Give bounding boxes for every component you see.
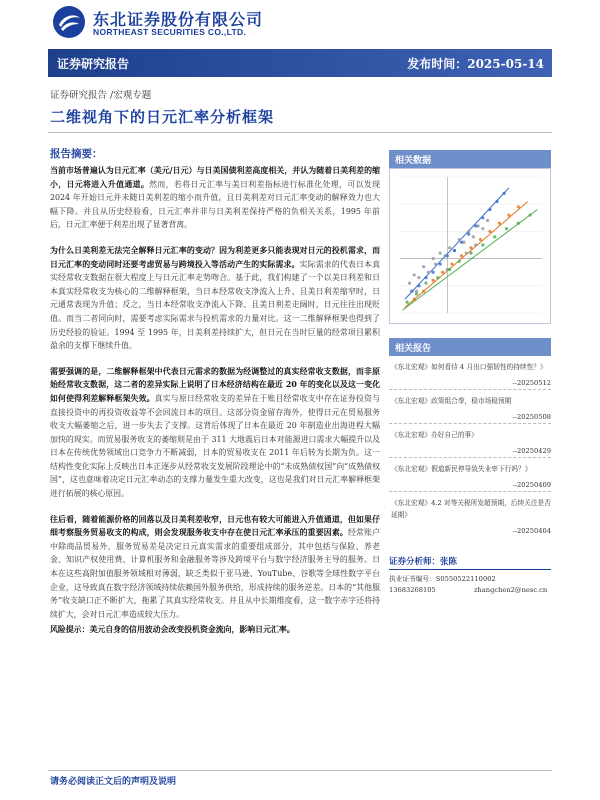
- chart-point-orange: [422, 290, 425, 293]
- chart-point-orange: [488, 230, 491, 233]
- list-item[interactable]: [389, 497, 551, 535]
- list-item[interactable]: [389, 429, 551, 458]
- chart-point-orange: [498, 222, 501, 225]
- report-title[interactable]: 《东北宏观》如何看待 4 月出口强韧性的持续性？》: [391, 363, 547, 371]
- chart-point-grey: [432, 257, 435, 260]
- paragraph-lead: 往后看，随着能源价格的回落以及日美利差收窄，日元也有较大可能进入升值通道，但如果仔细考察服务贸易收支的构成，则会发现服务收支中存在使日元汇率承压的重要因素。: [50, 514, 380, 538]
- summary-paragraph-2: [50, 244, 380, 353]
- chart-point-grey: [439, 252, 442, 255]
- chart-point-green: [517, 222, 520, 225]
- summary-paragraph-4: [50, 513, 380, 622]
- chart-point-grey: [434, 262, 437, 265]
- chart-point-grey: [417, 276, 420, 279]
- list-item[interactable]: [389, 463, 551, 492]
- analyst-contact: [389, 586, 551, 594]
- report-date: --20250404: [512, 527, 551, 535]
- footer-divider: [48, 770, 552, 771]
- chart-point-grey: [486, 219, 489, 222]
- chart-point-blue: [503, 192, 506, 195]
- chart-point-orange: [517, 205, 520, 208]
- chart-point-green: [458, 260, 461, 263]
- analyst-info: [389, 555, 551, 594]
- paragraph-body: 实际需求的代表日本真实经常收支数据在很大程度上与日元汇率走势吻合。基于此，我们构建了一个以美日利差和日本真实经常收支为核心的二维解释框架，当日本经常收支净流入上升、且美日利差缩窄时，日元通常表现为升值；反之，当日本经常收支净流入下降、且美日利差走阔时，日元往往出现贬值。而当二者同向时，需要考虑实际需求与投机需求的力量对比。这一二维解释框架也得到了历史经验的验证。1994 至 1995 年，日美利差持续扩大，但日元在当时巨量的经常项目累积盈余的支撑下继续升值。: [50, 259, 380, 351]
- chart-point-blue: [424, 276, 427, 279]
- report-date: --20250512: [512, 379, 551, 387]
- related-reports-list: [389, 361, 551, 535]
- chart-point-blue: [439, 262, 442, 265]
- chart-point-grey: [472, 235, 475, 238]
- paragraph-body: 真实与原日经常收支的差异在于账目经常收支中存在证券投资与直接投资中的再投资收益等不会回流日本的项目。这部分资金留存海外，使得日元在贸易服务收支大幅萎缩之后，进一步失去了支撑。这背后体现了日本在最近 20 年制造业出海进程大幅加快的现实。而贸易服务收支的萎缩则是由于 311 大地震后日本对能源进口需求大幅提升以及日本在传统优势领域出口竞争力不断减弱，日本的贸易收支在 2011 年后转为长期为负。这一结构性变化实际上反映出日本正逐步从经常收支发展阶段理论中的“未成熟债权国”向“成熟债权国”，这也意味着决定日元汇率动态的支撑力量发生重大改变，这也是我们对日元汇率解释框架进行拓展的核心原因。: [50, 393, 380, 499]
- summary-heading: 报告摘要：: [50, 148, 103, 160]
- report-type-label: 证券研究报告: [57, 57, 130, 71]
- chart-point-blue: [446, 254, 449, 257]
- chart-point-orange: [469, 246, 472, 249]
- chart-point-grey: [408, 281, 411, 284]
- chart-point-grey: [465, 252, 468, 255]
- chart-point-blue: [432, 271, 435, 274]
- sidebar: [389, 150, 551, 535]
- title-divider: [48, 132, 552, 133]
- risk-warning: [50, 623, 380, 637]
- chart-point-orange: [441, 271, 444, 274]
- chart-point-orange: [479, 238, 482, 241]
- summary-paragraph-1: [50, 164, 380, 232]
- analyst-license: 执业证书编号：S0550522110002: [389, 575, 496, 583]
- paragraph-lead: 需要强调的是，二维解释框架中代表日元需求的数据为经调整过的真实经常收支数据，而非原始经常收支数据，这二者的差异实际上说明了日本经济结构在最近 20 年的变化以及这一变化如何使得利差解释框架失效。: [50, 366, 380, 403]
- analyst-email[interactable]: zhangchen2@nesc.cn: [473, 586, 548, 594]
- report-title[interactable]: 《东北宏观》假道新民停导致失业率下行吗？》: [391, 465, 532, 473]
- paragraph-body: 经常账户中除商品贸易外，服务贸易差是决定日元真实需求的重要组成部分，其中包括与保险、养老金、知识产权使用费、计算机服务和金融服务等涉及跨境平台与数字经济服务主导的服务。日本在这些高附加值服务领域相对薄弱，缺乏类似于亚马逊、YouTube、谷歌等全球性数字平台企业，这导致真在数字经济领域持续依赖国外服务供给，形成持续的服务逆差。日本的“其他服务”收支缺口正不断扩大，拖累了其真实经常收支。并且从中长期维度看，这一数字赤字还将持续扩大，会对日元汇率造成较大压力。: [50, 528, 380, 619]
- paragraph-body: 然而，若将日元汇率与美日利差指标进行标准化处理，可以发现 2024 年开始日元并未随日美利差的缩小而升值，且日美利差对日元汇率变动的解释效力也大幅下降。并且从历史经验看，日元汇率并非与日美利差保持严格的负相关关系，1995 年前后，日元汇率便于利差出现了显著背离。: [50, 179, 380, 230]
- report-summary: [50, 146, 380, 649]
- chart-point-orange: [450, 262, 453, 265]
- disclaimer-footer: 请务必阅读正文后的声明及说明: [50, 777, 177, 787]
- list-item[interactable]: [389, 395, 551, 424]
- list-item[interactable]: [389, 361, 551, 390]
- chart-point-blue: [460, 241, 463, 244]
- chart-point-blue: [474, 224, 477, 227]
- breadcrumb: 证券研究报告 /宏观专题: [50, 90, 152, 101]
- publish-date: 发布时间：2025-05-14: [407, 57, 544, 71]
- chart-point-green: [406, 301, 409, 304]
- report-divider: [389, 457, 551, 458]
- report-title[interactable]: 《东北宏观》4.2 对等关税所发超预期，后续关注是否延期》: [391, 499, 551, 519]
- chart-point-green: [415, 292, 418, 295]
- chart-point-orange: [460, 254, 463, 257]
- report-divider: [389, 491, 551, 492]
- analyst-name: 证券分析师：张陈: [389, 557, 458, 567]
- chart-trend-line: [402, 210, 537, 311]
- report-date: --20250409: [512, 481, 551, 489]
- chart-point-grey: [413, 273, 416, 276]
- chart-point-green: [481, 243, 484, 246]
- related-reports-heading: 相关报告: [389, 338, 551, 356]
- chart-point-green: [493, 235, 496, 238]
- scatter-chart: [390, 169, 552, 323]
- chart-point-green: [424, 281, 427, 284]
- chart-point-orange: [507, 213, 510, 216]
- report-date: --20250429: [512, 447, 551, 455]
- chart-point-grey: [474, 243, 477, 246]
- company-name-en: NORTHEAST SECURITIES CO.,LTD.: [93, 27, 247, 37]
- chart-point-blue: [481, 216, 484, 219]
- chart-point-green: [505, 227, 508, 230]
- chart-point-grey: [448, 246, 451, 249]
- company-logo-icon: [52, 5, 86, 39]
- chart-point-green: [436, 276, 439, 279]
- chart-point-blue: [417, 284, 420, 287]
- chart-point-orange: [413, 298, 416, 301]
- related-data-heading: 相关数据: [389, 150, 551, 168]
- chart-point-green: [529, 213, 532, 216]
- risk-label: 风险提示：: [50, 625, 90, 635]
- chart-point-blue: [488, 208, 491, 211]
- report-title[interactable]: 《东北宏观》办好自己的事》: [391, 431, 478, 439]
- chart-point-orange: [432, 279, 435, 282]
- chart-point-grey: [481, 227, 484, 230]
- chart-point-grey: [458, 238, 461, 241]
- report-title[interactable]: 《东北宏观》政策组合拳，稳市场稳预期: [391, 397, 512, 405]
- chart-point-grey: [427, 271, 430, 274]
- report-date: --20250508: [512, 413, 551, 421]
- risk-text: 美元自身的信用波动会改变投机资金流向，影响日元汇率。: [89, 625, 295, 635]
- related-data-chart: [389, 168, 551, 324]
- report-divider: [389, 423, 551, 424]
- chart-point-grey: [422, 265, 425, 268]
- company-name-cn: 东北证券股份有限公司: [93, 10, 264, 29]
- chart-point-green: [469, 252, 472, 255]
- report-divider: [389, 389, 551, 390]
- chart-point-blue: [410, 290, 413, 293]
- summary-paragraph-3: [50, 365, 380, 501]
- chart-point-blue: [453, 249, 456, 252]
- analyst-phone: 13683268105: [389, 586, 436, 594]
- analyst-divider: [389, 569, 551, 570]
- report-banner: [48, 49, 552, 77]
- chart-point-grey: [415, 290, 418, 293]
- chart-point-green: [448, 268, 451, 271]
- page-title: 二维视角下的日元汇率分析框架: [50, 108, 275, 126]
- paragraph-lead: 为什么日美利差无法完全解释日元汇率的变动？因为利差更多只能表现对日元的投机需求，而日元汇率的变动同时还要考虑贸易与跨境投入等活动产生的实际需求。: [50, 245, 380, 269]
- chart-trend-line: [405, 188, 509, 300]
- chart-point-blue: [467, 233, 470, 236]
- chart-point-blue: [495, 200, 498, 203]
- paragraph-lead: 当前市场普遍认为日元汇率（美元/日元）与日美国债利差高度相关，并认为随着日美利差的缩小，日元将进入升值通道。: [50, 166, 380, 189]
